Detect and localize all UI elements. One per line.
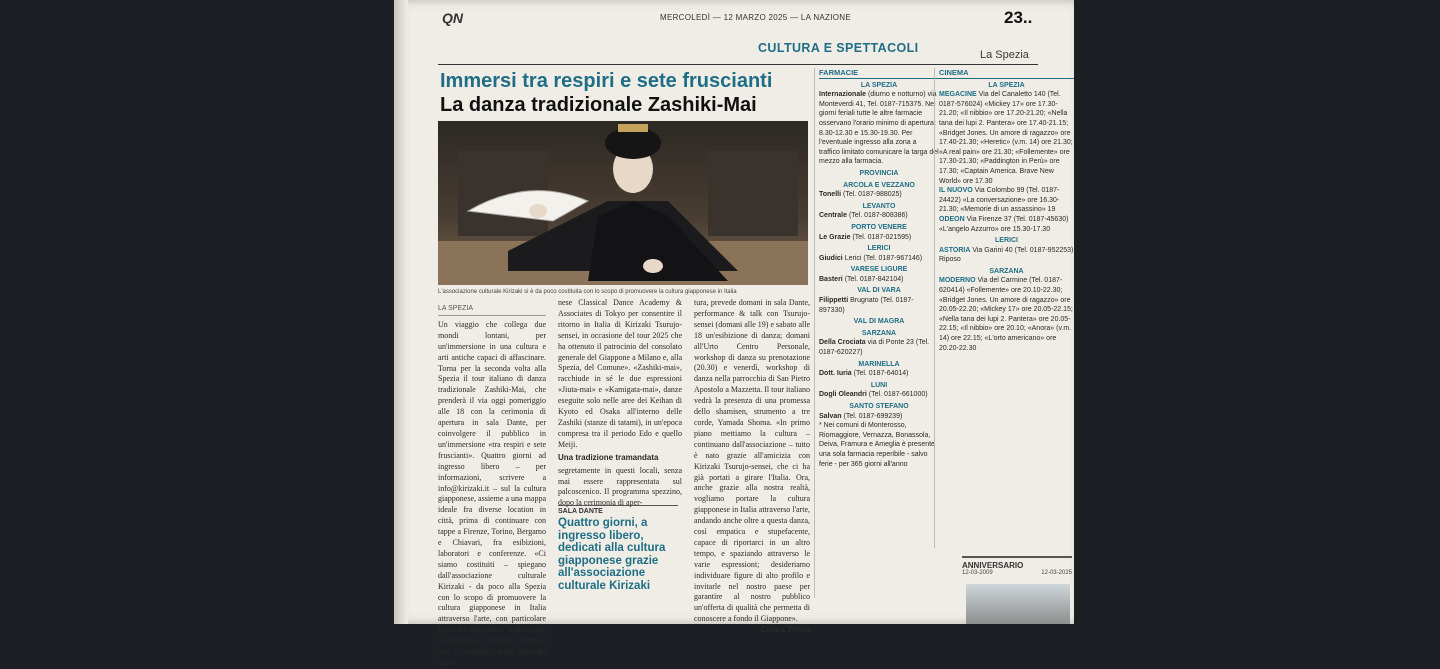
cinema-city: LA SPEZIA xyxy=(988,81,1025,89)
page-number: 23.. xyxy=(1004,8,1033,27)
cinema-venue-detail: Via Firenze 37 (Tel. 0187-45630) «L'angelo Azzurro» ore 15.30-17.30 xyxy=(939,215,1069,233)
pharmacy-area: VAL DI MAGRA xyxy=(853,318,905,326)
cinema-venue-name: ODEON xyxy=(939,215,965,223)
article-text-3: tura, prevede domani in sala Dante, performance & talk con Tsurujo-sensei (domani alle 19) e sabato alle 18 un'esibizione di danza; domani all'Urto Centro Personale, workshop di danza su prenotazione (20.30) e venerdì, workshop di danza nella parrocchia di San Pietro Apostolo a Mazzetta. Il tour italiano vedrà la presenza di una promessa dello shamisen, strumento a tre corde, Yamada Shoma. «In primo piano mettiamo la cultura – continuano dall'associazione – tutto è nato grazie all'amicizia con Kirizaki Tsurujo-sensei, che ci ha già portati a girare l'Italia. Ora, anche grazie alla nostra realtà, vogliamo portare la cultura giapponese in Italia attraverso l'arte, andando anche oltre a questa danza, così empatica e stupefacente, capace di riportarci in un altro tempo, e spaziando attraverso le varie espressioni; desideriamo individuare figure di alto profilo e invitarle nel nostro paese per garantire al nostro pubblico un'offerta di qualità che permetta di conoscere a fondo il Giappone». xyxy=(694,298,810,624)
cinema-venue-detail: Via Garini 40 (Tel. 0187-952253) Riposo xyxy=(939,246,1074,264)
pharmacy-name: Basteri xyxy=(819,275,843,283)
cinema-venue xyxy=(939,276,1074,353)
pharmacy-area: LERICI xyxy=(867,245,891,253)
pharmacy-entry xyxy=(819,81,939,167)
section-title: CULTURA E SPETTACOLI xyxy=(758,41,919,55)
pharmacy-detail: (Tel. 0187-661000) xyxy=(868,391,928,399)
page-header xyxy=(438,10,1068,30)
pharmacy-area: MARINELLA xyxy=(858,360,900,368)
pharmacy-detail: (Tel. 0187-808386) xyxy=(848,212,908,220)
pharmacy-entry xyxy=(819,317,939,327)
cinema-venue-name: IL NUOVO xyxy=(939,187,973,195)
highlight-text: Quattro giorni, a ingresso libero, dedicati alla cultura giapponese grazie all'associazione culturale Kirizaki xyxy=(558,517,666,592)
article-text-2b: segretamente in questi locali, senza mai essere rappresentata sul palcoscenico. Il programma spezzino, dopo la cerimonia di aper- xyxy=(558,465,682,508)
pharmacy-entry xyxy=(819,329,939,358)
pharmacy-area: VARESE LIGURE xyxy=(850,266,908,274)
pharmacy-entry xyxy=(819,402,939,421)
pharmacy-name: Dott. Iuria xyxy=(819,370,852,378)
highlight-label: SALA DANTE xyxy=(558,505,678,515)
cinema-venue-name: MEGACINE xyxy=(939,91,977,99)
pharmacy-entry xyxy=(819,181,939,200)
cinema-venue-detail: Via Colombo 99 (Tel. 0187-24422) «La conversazione» ore 16.30-21.30; «Memorie di un assassino» 19 xyxy=(939,187,1060,214)
cinema-venue xyxy=(939,90,1074,186)
cinema-venue xyxy=(939,215,1074,234)
pharmacy-detail: (Tel. 0187-699239) xyxy=(843,412,903,420)
pharmacy-area: LA SPEZIA xyxy=(860,81,898,89)
pharmacy-area: SANTO STEFANO xyxy=(849,403,909,410)
article-text-2: nese Classical Dance Academy & Associates di Tokyo per consentire il ritorno in Italia di Kirizaki Tsurujo-sensei, in occasione del tour 2025 che ha ottenuto il patrocinio del consolato generale del Giappone a Milano e, alla Spezia, del Comune». «Zashiki-mai», racchiude in sé le due espressioni «Jiuta-mai» e «Kamigata-mai», danze eseguite solo nelle aree dei Keihan di Kyoto ed Osaka all'interno delle Zashiki (stanze di tatami), in un'epoca compresa tra il periodo Edo e quello Meiji. xyxy=(558,298,682,449)
pharmacy-area: VAL DI VARA xyxy=(857,287,901,295)
date-line: MERCOLEDÌ — 12 MARZO 2025 — LA NAZIONE xyxy=(660,13,852,22)
cinema-venue xyxy=(939,246,1074,265)
pharmacy-area: LUNI xyxy=(870,381,888,389)
pharmacy-detail: (Tel. 0187-842104) xyxy=(844,275,904,283)
pharmacy-area: LEVANTO xyxy=(862,202,896,210)
newspaper-logo: QN xyxy=(442,10,463,26)
pharmacies-heading: FARMACIE xyxy=(819,68,939,79)
anniversary-date-left: 12-03-2009 xyxy=(962,570,993,576)
anniversary-photo xyxy=(966,584,1070,624)
cinema-column xyxy=(934,68,1074,548)
pharmacy-detail: Brugnato (Tel. 0187-897330) xyxy=(819,297,914,314)
article-subhead: Una tradizione tramandata xyxy=(558,452,659,462)
dancer-photo-illustration xyxy=(438,121,808,285)
article-column-3 xyxy=(694,298,810,635)
highlight-box xyxy=(558,505,678,592)
pharmacy-entry xyxy=(819,244,939,263)
pharmacy-entry xyxy=(819,286,939,315)
article-column-2 xyxy=(558,298,682,508)
section-city: La Spezia xyxy=(980,49,1029,61)
pharmacy-area: ARCOLA E VEZZANO xyxy=(843,181,915,189)
pharmacy-entry xyxy=(819,223,939,242)
pharmacy-detail: (Tel. 0187-64014) xyxy=(853,370,909,378)
cinema-venue-name: ASTORIA xyxy=(939,246,971,254)
pharmacy-name: Della Crociata xyxy=(819,339,866,347)
cinema-area-lerici: LERICI xyxy=(995,237,1018,245)
cinema-venue-detail: Via del Canaletto 140 (Tel. 0187-576024) «Mickey 17» ore 17.30-21.20; «Il nibbio» ore 17.20-21.20; «Nella tana dei lupi 2. Pantera» ore 17.40-21.15; «Bridget Jones. Un amore di ragazzo» ore 17.40-21.30; «Heretic» (v.m. 14) ore 21.30; «A real pain» ore 21.30; «Follemente» ore 17.30-21.30; «Paddington in Perù» ore 17.30; «Captain America. Brave New World» ore 17.30 xyxy=(939,91,1073,185)
pharmacy-entry xyxy=(819,169,939,179)
pharmacy-detail: (diurno e notturno) via Monteverdi 41, Tel. 0187-715375. Nei giorni feriali tutte le altre farmacie osservano l'orario minimo di apertura: 8.30-12.30 e 15.30-19.30. Per l'eventuale ingresso alla zona a traffico limitato comunicare la targa del mezzo alla farmacia. xyxy=(819,91,939,166)
pharmacy-name: Giudici xyxy=(819,254,843,262)
article-text-1: Un viaggio che collega due mondi lontani, per un'immersione in una cultura e arti antiche capaci di affascinare. Torna per la seconda volta alla Spezia il tour italiano di danza tradizionale Zashiki-Mai, che prenderà il via oggi pomeriggio alle 18 con la cerimonia di apertura in sala Dante, per coinvolgere il pubblico in un'immersione «tra respiri e sete fruscianti». Quattro giorni ad ingresso libero – per informazioni, scrivere a info@kirizaki.it – sul la cultura giapponese, assieme a una mappa ideale fra diverse location in città, prima di continuare con tappe a Firenze, Torino, Bergamo e Chiavari, fra esibizioni, laboratori e conferenze. «Ci siamo costituiti – spiegano dall'associazione culturale Kirizaki - da poco alla Spezia con lo scopo di promuovere la cultura giapponese in Italia attraverso l'arte, con particolare riguardo alla danza tradizionale Zashiki-Mai. Abbiamo lavorato con i colleghi della Kirizaki Japa- xyxy=(438,319,546,667)
article-title: La danza tradizionale Zashiki-Mai xyxy=(440,94,757,116)
pharmacy-entry xyxy=(819,265,939,284)
pharmacy-name: Filippetti xyxy=(819,297,849,305)
place-tag: LA SPEZIA xyxy=(438,304,546,316)
article-kicker: Immersi tra respiri e sete fruscianti xyxy=(440,70,773,92)
anniversary-date-right: 12-03-2025 xyxy=(1041,570,1072,576)
pharmacy-name: Tonelli xyxy=(819,191,842,199)
cinema-venue-name: MODERNO xyxy=(939,277,976,285)
page-spine xyxy=(394,0,408,624)
pharmacy-area: SARZANA xyxy=(861,329,897,337)
pharmacies-column xyxy=(814,68,939,598)
pharmacy-name: Salvan xyxy=(819,412,842,420)
article-column-1 xyxy=(438,304,546,667)
article-photo xyxy=(438,121,808,285)
article-author: Chiara Tenca xyxy=(760,625,810,635)
pharmacy-entry xyxy=(819,202,939,221)
cinema-venue-detail: Via del Carmine (Tel. 0187-620414) «Follemente» ore 20.10-22.30; «Bridget Jones. Un amore di ragazzo» ore 20.05-22.20; «Mickey 17» ore 20.05-22.15; «Nella tana dei lupi 2. Pantera» ore 20.05-22.15; «Il nibbio» ore 20.10; «Anora» (v.m. 14) ore 22.15; «L'orto americano» ore 20.20-22.30 xyxy=(939,277,1073,352)
pharmacy-name: Centrale xyxy=(819,212,848,220)
cinema-heading: CINEMA xyxy=(939,68,1074,79)
photo-caption: L'associazione culturale Kirizaki si è da poco costituita con lo scopo di promuovere la cultura giapponese in Italia xyxy=(438,289,737,295)
anniversary-box xyxy=(962,556,1072,624)
pharmacy-detail: (Tel. 0187-988025) xyxy=(843,191,902,199)
pharmacy-name: Le Grazie xyxy=(819,233,851,241)
pharmacy-area: PROVINCIA xyxy=(859,169,899,177)
header-rule xyxy=(438,64,1038,65)
pharmacy-area: PORTO VENERE xyxy=(851,223,907,231)
anniversary-heading: ANNIVERSARIO xyxy=(962,556,1072,570)
pharmacy-detail: Lerici (Tel. 0187-967146) xyxy=(844,254,923,262)
pharmacy-name: Dogli Oleandri xyxy=(819,391,867,399)
pharmacy-name: Internazionale xyxy=(819,91,867,99)
pharmacy-detail: via di Ponte 23 (Tel. 0187-620227) xyxy=(819,339,930,357)
anniversary-dates xyxy=(962,570,1072,576)
pharmacy-entry xyxy=(819,360,939,379)
pharmacy-footnote: * Nei comuni di Monterosso, Riomaggiore, Vernazza, Bonassola, Deiva, Framura e Ameglia è presente una sola farmacia reperibile - salvo ferie - per 365 giorni all'anno xyxy=(819,422,935,468)
pharmacy-entry xyxy=(819,381,939,400)
cinema-venue xyxy=(939,186,1074,215)
cinema-area-sarzana: SARZANA xyxy=(989,267,1024,275)
pharmacy-detail: (Tel. 0187-021595) xyxy=(852,233,912,241)
newspaper-page xyxy=(394,0,1074,667)
